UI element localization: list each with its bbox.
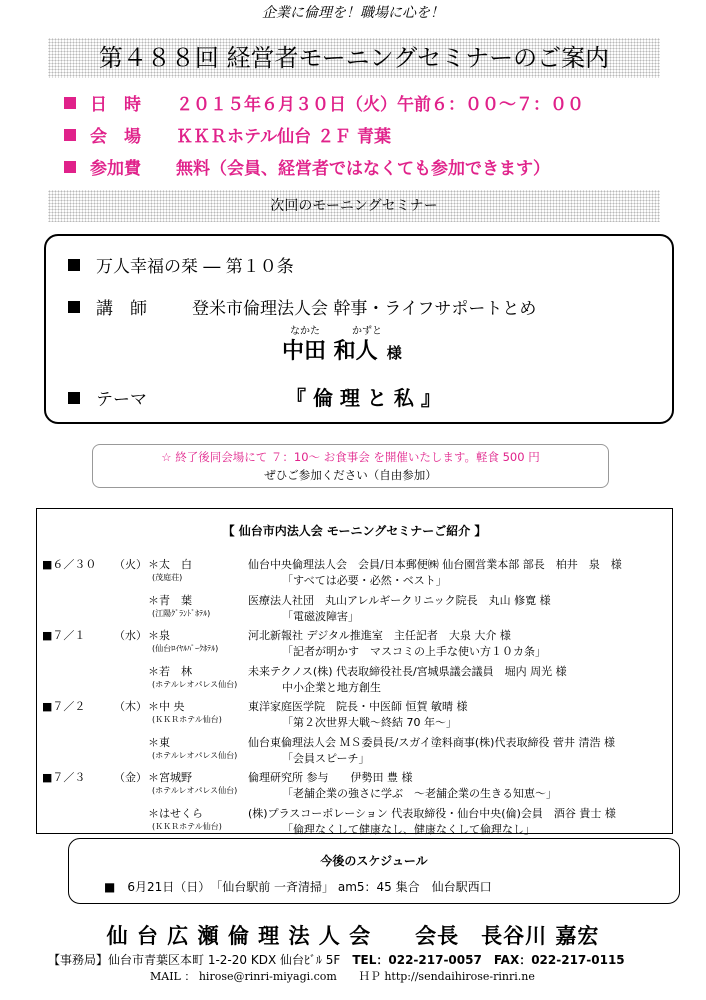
schedule-speaker: 仙台中央倫理法人会 会員/日本郵便㈱ 仙台園営業本部 部長 柏井 泉 様	[248, 558, 622, 571]
schedule-speaker: 仙台東倫理法人会 ＭＳ委員長/スガイ塗料商事(株)代表取締役 菅井 清浩 様	[248, 735, 615, 749]
schedule-chapter: ＊はせくら	[148, 806, 203, 820]
schedule-venue: (江陽ｸﾞﾗﾝﾄﾞﾎﾃﾙ)	[152, 608, 211, 618]
info-fee: 参加費 無料（会員、経営者ではなくても参加できます）	[64, 154, 550, 179]
footer-mail: MAIL ： hirose@rinri-miyagi.com	[150, 970, 337, 983]
bullet-square	[64, 161, 76, 173]
schedule-speaker: 倫理研究所 参与 伊勢田 豊 様	[248, 771, 413, 784]
footer-tel: TEL：022-217-0057 FAX：022-217-0115	[352, 953, 625, 967]
schedule-theme: 中小企業と地方創生	[282, 680, 381, 694]
schedule-speaker: 未来テクノス(株) 代表取締役社長/宮城県議会議員 堀内 周光 様	[248, 664, 567, 678]
schedule-theme: 「すべては必要・必然・ベスト」	[282, 574, 447, 587]
ruby-given: かずと	[352, 326, 382, 337]
schedule-theme: 「記者が明かす マスコミの上手な使い方１０カ条」	[282, 645, 546, 658]
schedule-dow: （金）	[114, 771, 147, 784]
future-title: 今後のスケジュール	[320, 854, 428, 868]
bullet-square	[64, 129, 76, 141]
footer-chair: 会長 長谷川 嘉宏	[415, 924, 600, 948]
bullet-square	[64, 97, 76, 109]
schedule-date: ■７／１	[42, 629, 86, 642]
speaker-honorific: 様	[386, 344, 402, 362]
schedule-theme: 「老舗企業の強さに学ぶ ～老舗企業の生きる知恵～」	[282, 787, 557, 800]
schedule-venue: (ホテルレオパレス仙台)	[152, 786, 238, 795]
schedule-chapter: ＊東	[148, 735, 170, 749]
schedule-theme: 「会員スピーチ」	[282, 751, 370, 765]
schedule-venue: (ＫＫＲホテル仙台)	[152, 715, 222, 724]
dinner-note	[92, 444, 609, 488]
schedule-theme: 「電磁波障害」	[282, 609, 359, 623]
ruby-family: なかた	[290, 326, 320, 337]
speaker-name: 中田 和人	[282, 339, 378, 364]
schedule-venue: (仙台ﾛｲﾔﾙﾊﾟｰｸﾎﾃﾙ)	[152, 644, 219, 653]
future-item: ■ 6月21日（日） 「仙台駅前 一斉清掃」 am5：45 集合 仙台駅西口	[104, 880, 492, 894]
schedule-speaker: 河北新報社 デジタル推進室 主任記者 大泉 大介 様	[248, 629, 511, 642]
page-title: 第４８８回 経営者モーニングセミナーのご案内	[48, 38, 660, 78]
speaker-theme: テーマ 『 倫 理 と 私 』	[68, 382, 441, 411]
bullet-square	[68, 392, 80, 404]
schedule-chapter: ＊太 白	[148, 558, 192, 571]
schedule-dow: （火）	[114, 558, 147, 571]
schedule-venue: (茂庭荘)	[152, 573, 183, 582]
footer-org: 仙 台 広 瀬 倫 理 法 人 会 会長 長谷川 嘉宏	[106, 924, 600, 948]
dinner-note-line2: ぜひご参加ください（自由参加）	[264, 468, 437, 482]
schedule-dow: （水）	[114, 629, 147, 642]
footer-contact	[150, 968, 535, 984]
footer-office: 【事務局】仙台市青葉区本町 1-2-20 KDX 仙台ﾋﾞﾙ 5F TEL：022-217-0057 FAX：022-217-0115	[48, 953, 625, 967]
schedule-dow: （木）	[114, 700, 147, 713]
schedule-date: ■７／２	[42, 700, 86, 713]
schedule-chapter: ＊若 林	[148, 664, 192, 678]
schedule-date: ■７／３	[42, 771, 86, 784]
bullet-square	[68, 301, 80, 313]
schedule-speaker: (株)プラスコーポレーション 代表取締役・仙台中央(倫)会員 酒谷 貴士 様	[248, 806, 616, 820]
tagline: 企業に倫理を！職場に心を！	[262, 5, 444, 21]
schedule-title: 【 仙台市内法人会 モーニングセミナーご紹介 】	[222, 524, 487, 538]
speaker-lecturer: 講 師 登米市倫理法人会 幹事・ライフサポートとめ	[68, 294, 536, 319]
footer-hp: ＨＰ http://sendaihirose-rinri.ne	[358, 970, 535, 983]
dinner-note-line1: ☆ 終了後同会場にて ７：10～ お食事会 を開催いたします。軽食 500 円	[161, 450, 540, 464]
schedule-speaker: 東洋家庭医学院 院長・中医師 恒賀 敏晴 様	[248, 700, 468, 713]
schedule-theme: 「倫理なくして健康なし、健康なくして倫理なし」	[282, 822, 535, 836]
schedule-chapter: ＊中 央	[148, 700, 185, 713]
info-datetime: 日 時 ２０１５年６月３０日（火）午前６：００～７：００	[64, 90, 584, 115]
info-venue: 会 場 ＫＫＲホテル仙台 ２Ｆ 青葉	[64, 122, 391, 147]
next-seminar-heading: 次回のモーニングセミナー	[48, 190, 660, 222]
schedule-theme: 「第２次世界大戦～終結 70 年～」	[282, 716, 457, 729]
speaker-item1: 万人幸福の栞 ― 第１０条	[68, 252, 294, 277]
schedule-speaker: 医療法人社団 丸山アレルギークリニック院長 丸山 修寛 様	[248, 593, 551, 607]
schedule-chapter: ＊青 葉	[148, 593, 192, 607]
schedule-venue: (ホテルレオパレス仙台)	[152, 750, 238, 760]
schedule-chapter: ＊宮城野	[148, 771, 192, 784]
schedule-date: ■６／３０	[42, 558, 97, 571]
bullet-square	[68, 259, 80, 271]
schedule-chapter: ＊泉	[148, 629, 170, 642]
speaker-name-line	[282, 334, 402, 365]
schedule-venue: (ＫＫＲホテル仙台)	[152, 821, 222, 831]
schedule-venue: (ホテルレオパレス仙台)	[152, 679, 238, 689]
